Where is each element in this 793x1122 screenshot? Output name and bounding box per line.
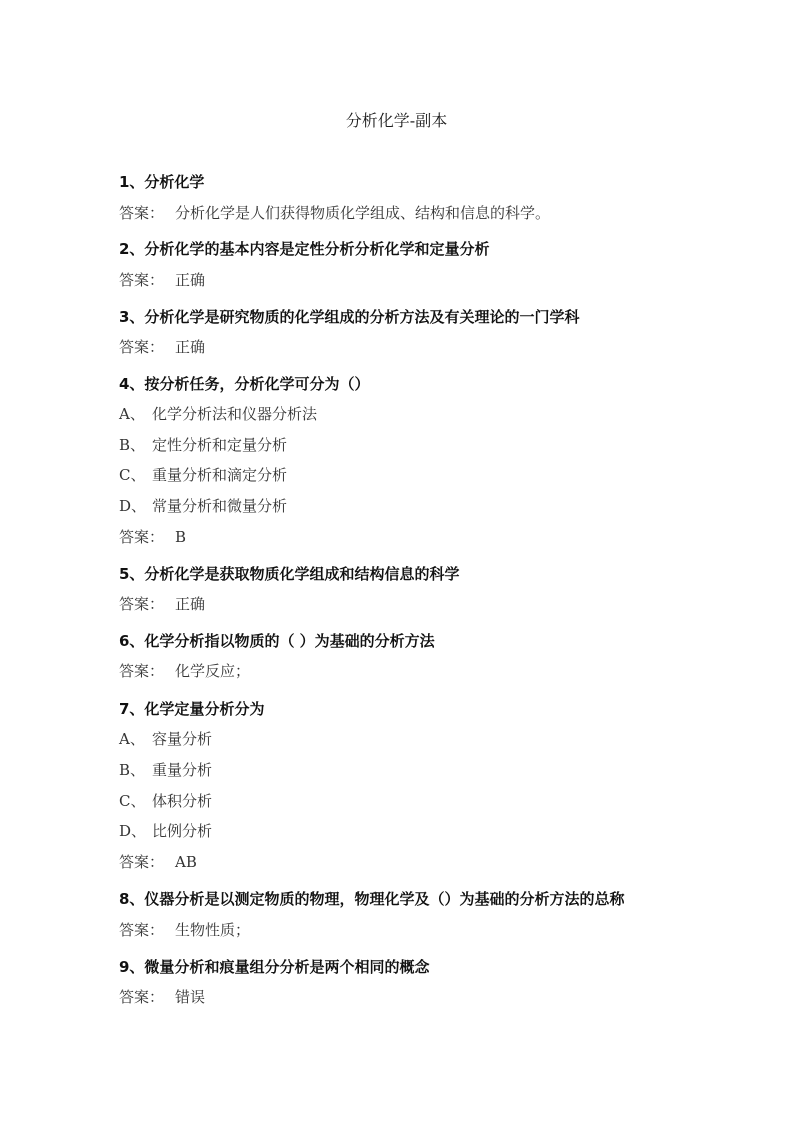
answer-2	[119, 270, 205, 290]
option-text: 容量分析	[152, 730, 213, 748]
option-d	[119, 821, 212, 841]
option-a	[119, 729, 212, 749]
answer-label: 答案：	[119, 921, 165, 939]
question-5: 5、分析化学是获取物质化学组成和结构信息的科学	[119, 565, 460, 583]
option-label: B、	[119, 436, 146, 454]
answer-4	[119, 527, 186, 547]
option-label: B、	[119, 761, 146, 779]
question-7: 7、化学定量分析分为	[119, 700, 265, 718]
answer-label: 答案：	[119, 528, 165, 546]
option-b	[119, 760, 212, 780]
answer-label: 答案：	[119, 338, 165, 356]
question-3: 3、分析化学是研究物质的化学组成的分析方法及有关理论的一门学科	[119, 308, 580, 326]
option-label: C、	[119, 792, 146, 810]
option-text: 定性分析和定量分析	[152, 436, 288, 454]
question-4: 4、按分析任务，分析化学可分为（）	[119, 375, 370, 393]
question-1: 1、分析化学	[119, 173, 205, 191]
option-label: D、	[119, 822, 147, 840]
question-8: 8、仪器分析是以测定物质的物理，物理化学及（）为基础的分析方法的总称	[119, 890, 625, 908]
answer-5	[119, 594, 205, 614]
option-c	[119, 791, 212, 811]
answer-label: 答案：	[119, 271, 165, 289]
option-b	[119, 435, 287, 455]
option-c	[119, 465, 287, 485]
answer-6	[119, 661, 250, 681]
answer-text: 错误	[175, 988, 206, 1006]
answer-label: 答案：	[119, 988, 165, 1006]
answer-label: 答案：	[119, 662, 165, 680]
option-text: 重量分析	[152, 761, 213, 779]
answer-text: 正确	[175, 271, 206, 289]
answer-text: 化学反应；	[175, 662, 251, 680]
answer-7	[119, 852, 197, 872]
answer-text: B	[175, 528, 187, 546]
option-d	[119, 496, 287, 516]
answer-8	[119, 920, 250, 940]
option-text: 重量分析和滴定分析	[152, 466, 288, 484]
answer-text: 分析化学是人们获得物质化学组成、结构和信息的科学。	[175, 204, 551, 222]
option-a	[119, 404, 317, 424]
question-9: 9、微量分析和痕量组分分析是两个相同的概念	[119, 958, 430, 976]
option-text: 化学分析法和仪器分析法	[152, 405, 318, 423]
question-2: 2、分析化学的基本内容是定性分析分析化学和定量分析	[119, 240, 490, 258]
answer-1	[119, 203, 550, 223]
answer-text: AB	[175, 853, 197, 871]
option-label: C、	[119, 466, 146, 484]
answer-label: 答案：	[119, 853, 165, 871]
question-6: 6、化学分析指以物质的（ ）为基础的分析方法	[119, 632, 435, 650]
option-text: 比例分析	[152, 822, 213, 840]
option-text: 体积分析	[152, 792, 213, 810]
answer-9	[119, 987, 205, 1007]
option-text: 常量分析和微量分析	[152, 497, 288, 515]
answer-label: 答案：	[119, 204, 165, 222]
document-title: 分析化学-副本	[345, 111, 448, 130]
option-label: A、	[119, 730, 145, 748]
answer-3	[119, 337, 205, 357]
answer-label: 答案：	[119, 595, 165, 613]
answer-text: 生物性质；	[175, 921, 251, 939]
answer-text: 正确	[175, 338, 206, 356]
option-label: D、	[119, 497, 147, 515]
option-label: A、	[119, 405, 145, 423]
answer-text: 正确	[175, 595, 206, 613]
